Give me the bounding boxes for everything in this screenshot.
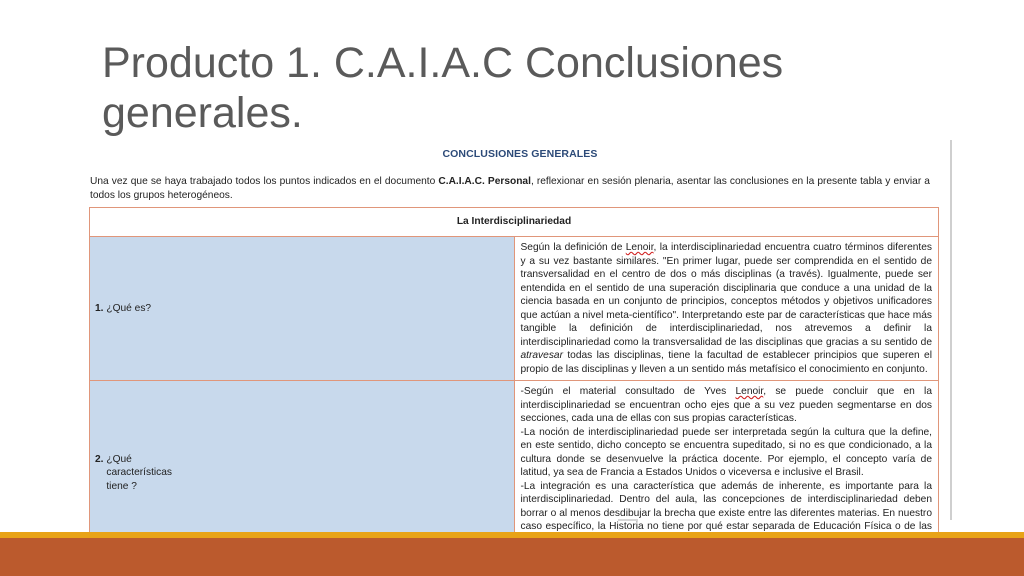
answer-text-pre: -Según el material consultado de Yves xyxy=(520,386,736,397)
answer-text-post: todas las disciplinas, tiene la facultad de establecer principios que superen el propio de las disciplinas y lleven a un sentido más metafísico el conocimiento en conjunto. xyxy=(520,350,932,375)
question-text: ¿Qué es? xyxy=(106,302,152,314)
question-line-1: ¿Qué xyxy=(106,453,132,465)
slide-title xyxy=(102,38,982,138)
answer-paragraph-1 xyxy=(521,385,933,426)
question-line-2: características xyxy=(106,467,173,478)
answer-text-mid: , la interdisciplinariedad encuentra cuatro términos diferentes y a su vez bastante similares. "En primer lugar, puede ser comprendida en el sentido de transversalidad en el centro de dos o más disciplinas (a través). Igualmente, puede ser entendida en el sentido de una superación disciplinaria que conduce a una unidad de la ciencia basada en un conjunto de principios, conceptos métodos y objetivos unificadores que actúan a nivel meta-científico". Interpretando este par de características que hace más tangible la definición de interdisciplinariedad, nos atrevemos a definir la interdisciplinariedad como la transversalidad de las disciplinas que gracias a su sentido de xyxy=(520,242,932,348)
answer-text-post: , se puede concluir que en la interdisciplinariedad se encuentran ocho ejes que a su vez pueden segmentarse en dos secciones, cada una de ellas con sus propias características. xyxy=(520,386,932,424)
intro-text-before: Una vez que se haya trabajado todos los puntos indicados en el documento xyxy=(90,176,439,187)
answer-paragraph-3: -La integración es una característica que además de inherente, es importante para la interdisciplinariedad. Dentro del aula, las concepciones de interdisciplinariedad deben borrar o al menos desdibujar la brecha que existe entre las diferentes materias. En nuestro caso específico, la Historia no tiene por qué estar separada de Educación Física o de las xyxy=(520,480,932,532)
question-number: 1. xyxy=(95,302,104,314)
question-text xyxy=(106,453,172,494)
question-cell-1 xyxy=(90,237,515,381)
answer-cell-1 xyxy=(514,237,939,381)
intro-text-bold: C.A.I.A.C. Personal xyxy=(438,176,531,187)
document-right-rule xyxy=(950,140,952,520)
question-number: 2. xyxy=(95,453,104,465)
document-heading: CONCLUSIONES GENERALES xyxy=(442,148,598,160)
interdisciplinarity-table xyxy=(89,207,939,566)
footer-bar xyxy=(0,538,1024,576)
slide-title-line2: generales. xyxy=(102,89,303,137)
answer-text-emphasis: atravesar xyxy=(520,350,563,361)
author-name-spellcheck: Lenoir xyxy=(735,386,764,397)
document-intro xyxy=(90,175,930,203)
decorative-mark xyxy=(618,519,638,521)
table-title: La Interdisciplinariedad xyxy=(90,208,939,237)
intro-text-after: , reflexionar en sesión plenaria, asentar las conclusiones en la presente tabla y enviar a todos los grupos heterogéneos. xyxy=(90,176,930,201)
answer-paragraph-2: -La noción de interdisciplinariedad puede ser interpretada según la cultura que la define, en este sentido, dicho concepto se encuentra supeditado, si no es que condicionado, a la cultura donde se desenvuelve la práctica docente. Por ejemplo, el concepto varía de latitud, ya sea de Francia a Estados Unidos o viceversa e inclusive el Brasil. xyxy=(520,426,932,478)
table-row xyxy=(90,237,939,381)
answer-text-pre: Según la definición de xyxy=(520,242,626,253)
slide-title-line1: Producto 1. C.A.I.A.C Conclusiones xyxy=(102,39,784,87)
author-name-spellcheck: Lenoir xyxy=(625,242,654,253)
document-image xyxy=(88,140,952,532)
question-line-3: tiene ? xyxy=(106,480,137,492)
